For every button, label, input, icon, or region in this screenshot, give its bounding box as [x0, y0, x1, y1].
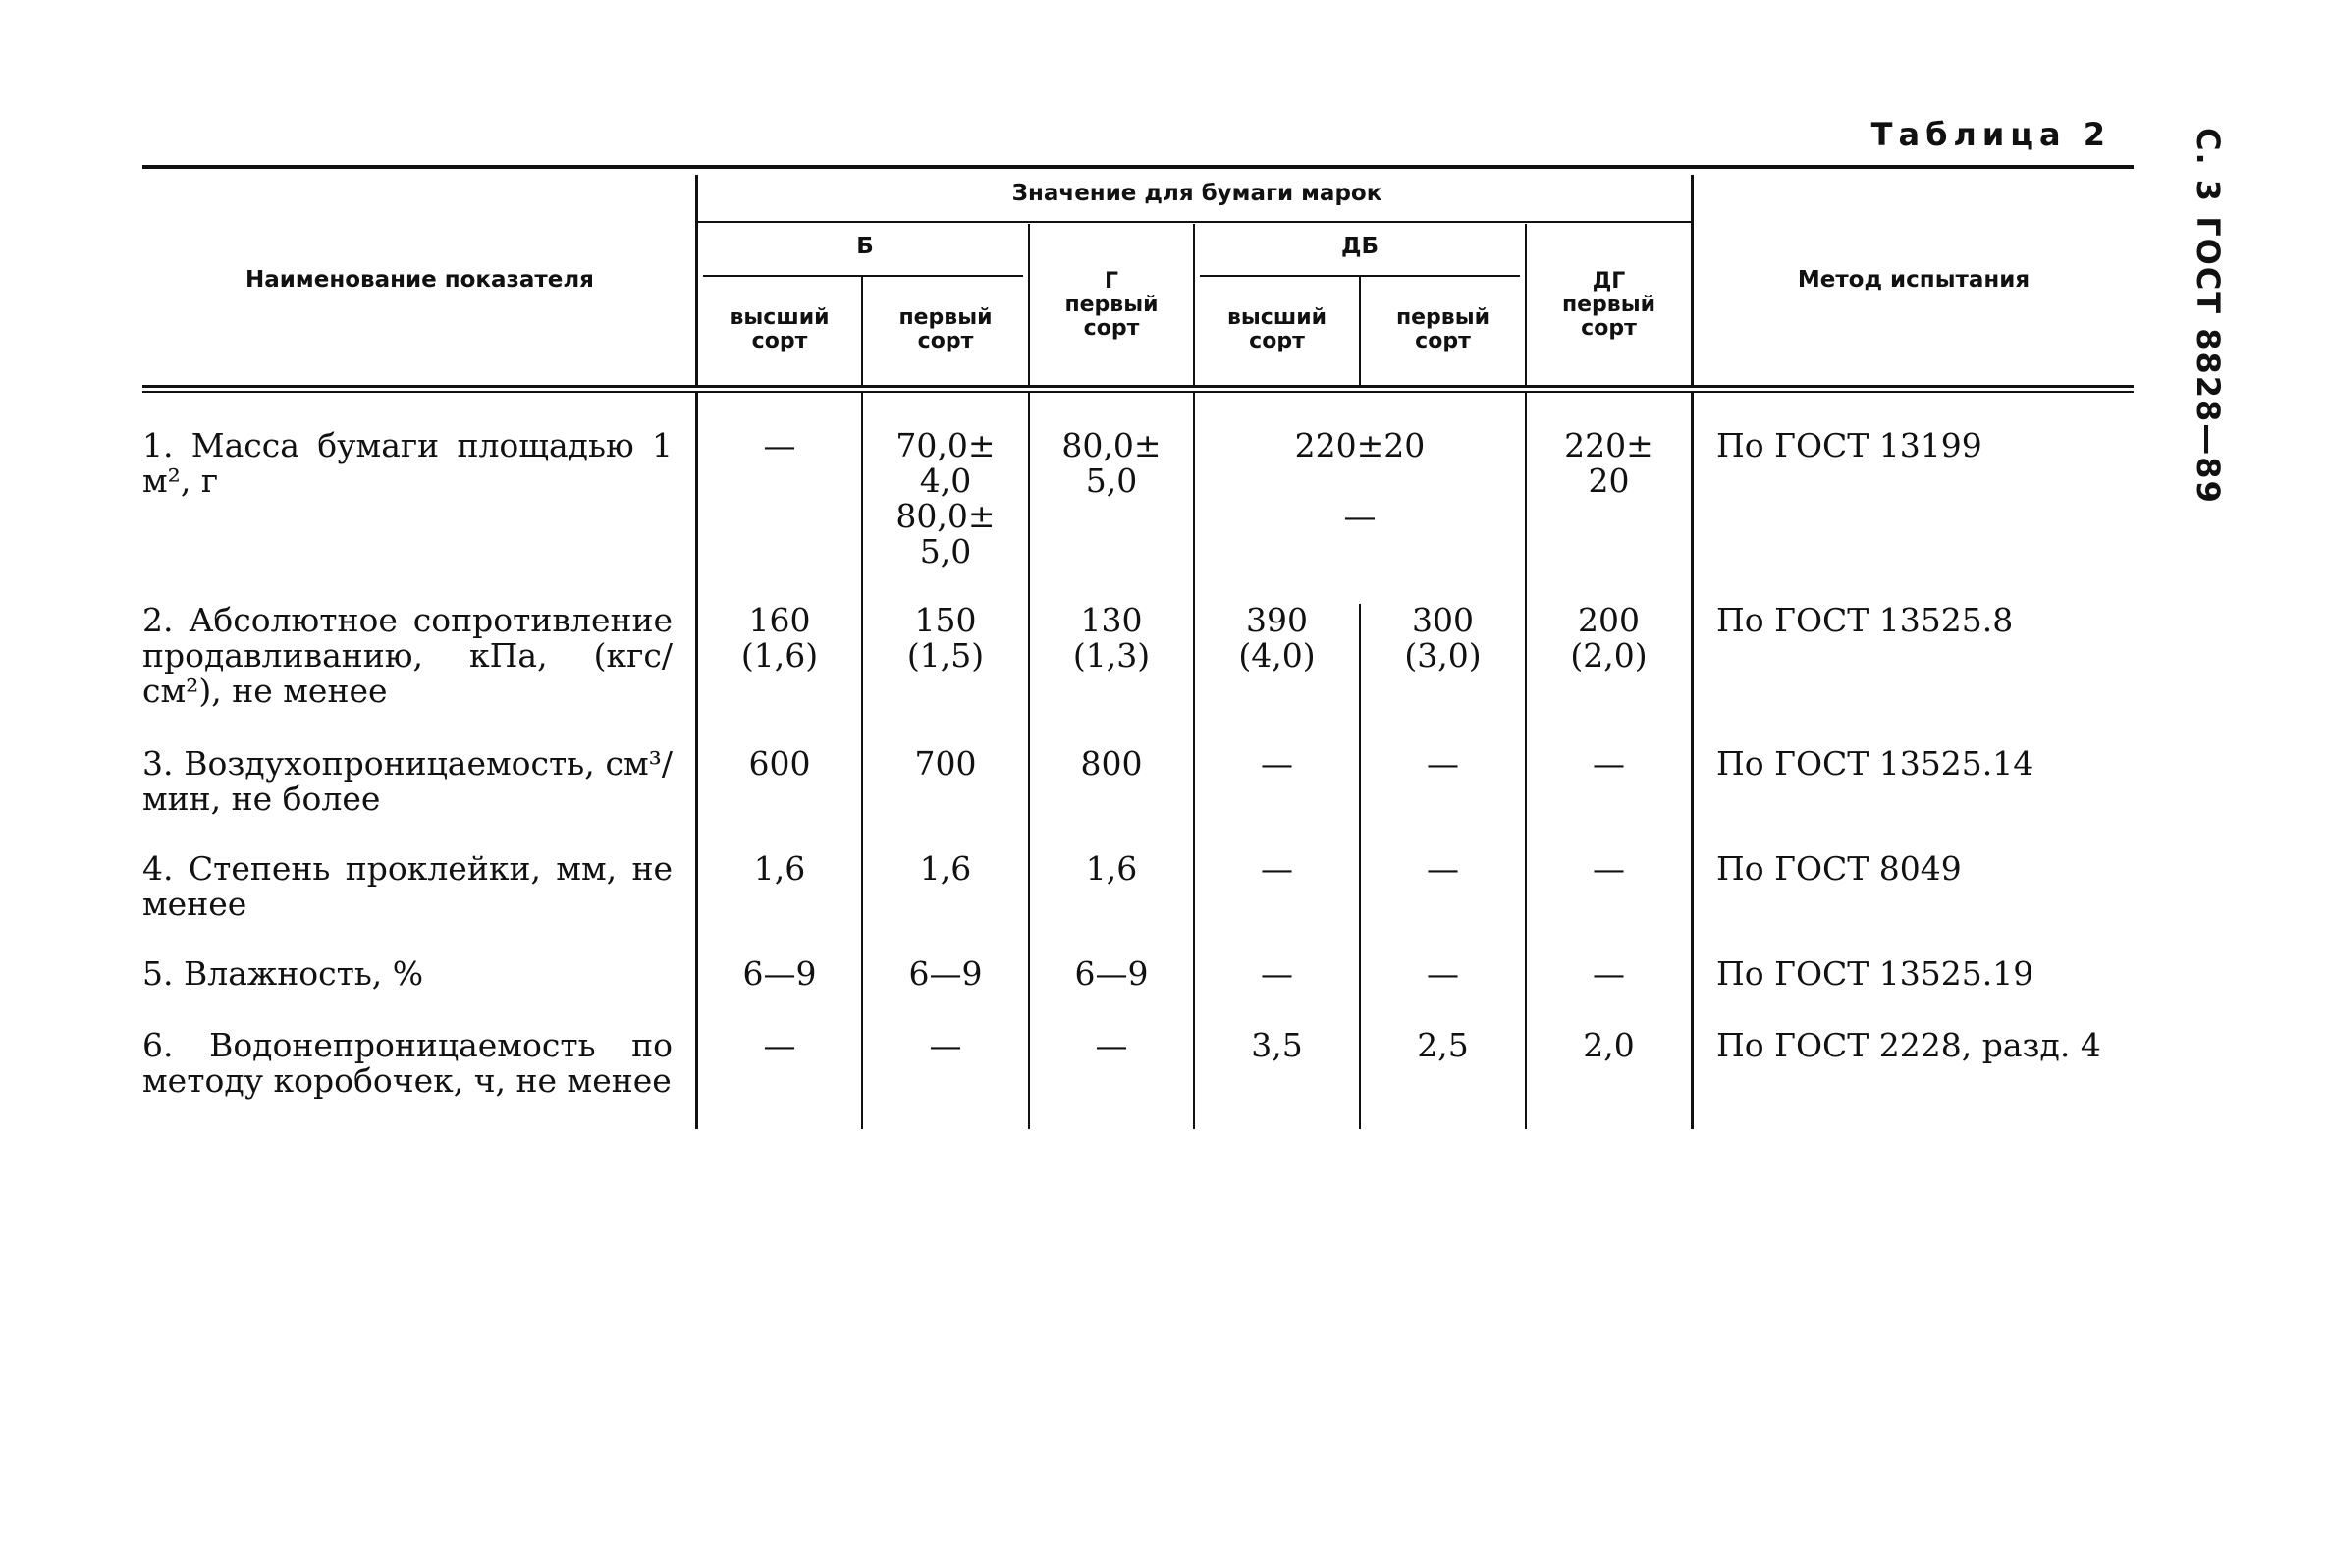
- row-6-b-top: —: [763, 1026, 796, 1064]
- row-2-b-top: 160 (1,6): [740, 601, 819, 675]
- row-6-b-first: —: [929, 1026, 962, 1064]
- row-6-indicator: 6. Водонепроницаемость по методу коробочек, ч, не менее: [142, 1026, 673, 1100]
- row-5-b-top: 6—9: [742, 954, 817, 993]
- table-title: Таблица 2: [1870, 116, 2111, 153]
- table-top-rule: [142, 165, 2134, 169]
- header-b-top-grade: высший сорт: [730, 305, 830, 353]
- row-2-method: По ГОСТ 13525.8: [1716, 601, 2014, 639]
- row-4-dg: —: [1593, 849, 1625, 888]
- body-vline-7: [1691, 393, 1694, 1129]
- row-5-db-top: —: [1261, 954, 1293, 993]
- header-bottom-rule-2: [142, 391, 2134, 393]
- header-brand-g: Г первый сорт: [1064, 269, 1159, 341]
- row-5-b-first: 6—9: [908, 954, 983, 993]
- row-4-db-top: —: [1261, 849, 1293, 888]
- row-5-db-first: —: [1427, 954, 1459, 993]
- row-1-g: 80,0± 5,0: [1061, 426, 1162, 500]
- group-divider: [697, 221, 1694, 223]
- header-b-first-grade: первый сорт: [898, 305, 993, 353]
- row-6-method: По ГОСТ 2228, разд. 4: [1716, 1026, 2101, 1064]
- row-1-db: 220±20: [1294, 426, 1426, 464]
- row-3-b-first: 700: [914, 744, 977, 783]
- row-3-db-first: —: [1427, 744, 1459, 783]
- row-6-db-top: 3,5: [1251, 1026, 1303, 1064]
- row-4-g: 1,6: [1085, 849, 1138, 888]
- b-divider: [703, 275, 1023, 277]
- row-2-indicator: 2. Абсолютное сопротивление продавливанию, кПа, (кгс/см²), не менее: [142, 601, 673, 710]
- row-4-method: По ГОСТ 8049: [1716, 849, 1962, 888]
- row-2-b-first: 150 (1,5): [906, 601, 985, 675]
- row-5-indicator: 5. Влажность, %: [142, 954, 424, 993]
- header-method: Метод испытания: [1797, 267, 2031, 293]
- row-3-db-top: —: [1261, 744, 1293, 783]
- row-2-db-first: 300 (3,0): [1404, 601, 1482, 675]
- row-2-dg: 200 (2,0): [1570, 601, 1648, 675]
- row-2-g: 130 (1,3): [1072, 601, 1151, 675]
- row-2-db-top: 390 (4,0): [1238, 601, 1316, 675]
- row-6-db-first: 2,5: [1417, 1026, 1469, 1064]
- row-3-indicator: 3. Воздухопроницаемость, см³/мин, не более: [142, 744, 673, 818]
- page-running-head: С. 3 ГОСТ 8828—89: [2190, 128, 2227, 505]
- row-6-dg: 2,0: [1583, 1026, 1635, 1064]
- row-1-dg: 220± 20: [1564, 426, 1653, 500]
- header-indicator: Наименование показателя: [245, 267, 594, 293]
- row-5-dg: —: [1593, 954, 1625, 993]
- header-bottom-rule: [142, 385, 2134, 388]
- row-3-g: 800: [1080, 744, 1143, 783]
- row-1-indicator: 1. Масса бумаги площадью 1 м², г: [142, 426, 673, 500]
- header-brand-dg: ДГ первый сорт: [1561, 269, 1656, 341]
- header-db-top-grade: высший сорт: [1226, 305, 1327, 353]
- row-4-b-first: 1,6: [919, 849, 972, 888]
- row-4-b-top: 1,6: [753, 849, 806, 888]
- row-1-b-first: 70,0± 4,0 80,0± 5,0: [895, 426, 996, 570]
- row-4-db-first: —: [1427, 849, 1459, 888]
- row-4-indicator: 4. Степень проклейки, мм, не менее: [142, 849, 673, 923]
- row-3-b-top: 600: [748, 744, 811, 783]
- row-1-b-top: —: [763, 426, 796, 464]
- row-1-db-second: —: [1343, 497, 1377, 535]
- header-brand-b: Б: [856, 234, 874, 259]
- header-values-group: Значение для бумаги марок: [1011, 181, 1382, 206]
- header-brand-db: ДБ: [1340, 234, 1379, 259]
- row-3-dg: —: [1593, 744, 1625, 783]
- row-5-g: 6—9: [1074, 954, 1149, 993]
- row-3-method: По ГОСТ 13525.14: [1716, 744, 2034, 783]
- row-5-method: По ГОСТ 13525.19: [1716, 954, 2034, 993]
- header-db-first-grade: первый сорт: [1395, 305, 1490, 353]
- row-1-method: По ГОСТ 13199: [1716, 426, 1982, 464]
- row-6-g: —: [1095, 1026, 1128, 1064]
